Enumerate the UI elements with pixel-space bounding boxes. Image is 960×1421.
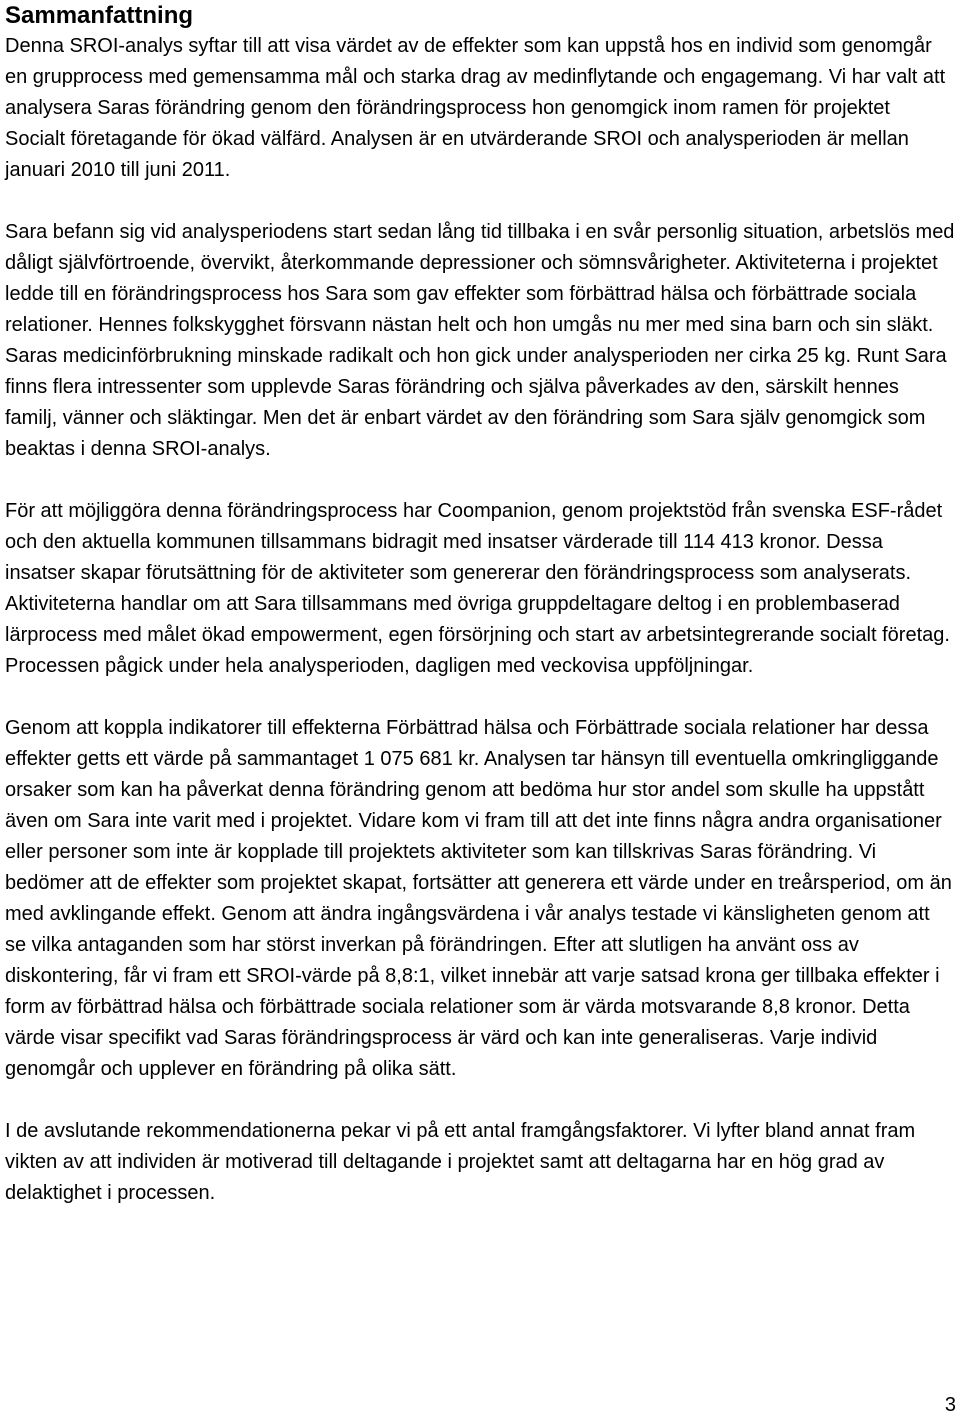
paragraph-4: Genom att koppla indikatorer till effekterna Förbättrad hälsa och Förbättrade sociala relationer har dessa effekter getts ett värde på sammantaget 1 075 681 kr. Analysen tar hänsyn till eventuella omkringliggande orsaker som kan ha påverkat denna förändring genom att bedöma hur stor andel som skulle ha uppstått även om Sara inte varit med i projektet. Vidare kom vi fram till att det inte finns några andra organisationer eller personer som inte är kopplade till projektets aktiviteter som kan tillskrivas Saras förändring. Vi bedömer att de effekter som projektet skapat, fortsätter att generera ett värde under en treårsperiod, om än med avklingande effekt. Genom att ändra ingångsvärdena i vår analys testade vi känsligheten genom att se vilka antaganden som har störst inverkan på förändringen. Efter att slutligen ha använt oss av diskontering, får vi fram ett SROI-värde på 8,8:1, vilket innebär att varje satsad krona ger tillbaka effekter i form av förbättrad hälsa och förbättrade sociala relationer som är värda motsvarande 8,8 kronor. Detta värde visar specifikt vad Saras förändringsprocess är värd och kan inte generaliseras. Varje individ genomgår och upplever en förändring på olika sätt.	[5, 717, 952, 1080]
document-page	[5, 0, 955, 1209]
paragraph-3: För att möjliggöra denna förändringsprocess har Coompanion, genom projektstöd från svenska ESF-rådet och den aktuella kommunen tillsammans bidragit med insatser värderade till 114 413 kronor. Dessa insatser skapar förutsättning för de aktiviteter som genererar den förändringsprocess som analyserats. Aktiviteterna handlar om att Sara tillsammans med övriga gruppdeltagare deltog i en problembaserad lärprocess med målet ökad empowerment, egen försörjning och start av arbetsintegrerande socialt företag. Processen pågick under hela analysperioden, dagligen med veckovisa uppföljningar.	[5, 500, 950, 677]
page-number: 3	[944, 1394, 956, 1416]
paragraph-5: I de avslutande rekommendationerna pekar vi på ett antal framgångsfaktorer. Vi lyfter bland annat fram vikten av att individen är motiverad till deltagande i projektet samt att deltagarna har en hög grad av delaktighet i processen.	[5, 1120, 916, 1204]
section-heading: Sammanfattning	[5, 2, 194, 29]
paragraph-2: Sara befann sig vid analysperiodens start sedan lång tid tillbaka i en svår personlig situation, arbetslös med dåligt självförtroende, övervikt, återkommande depressioner och sömnsvårigheter. Aktiviteterna i projektet ledde till en förändringsprocess hos Sara som gav effekter som förbättrad hälsa och förbättrade sociala relationer. Hennes folkskygghet försvann nästan helt och hon umgås nu mer med sina barn och sin släkt. Saras medicinförbrukning minskade radikalt och hon gick under analysperioden ner cirka 25 kg. Runt Sara finns flera intressenter som upplevde Saras förändring och själva påverkades av den, särskilt hennes familj, vänner och släktingar. Men det är enbart värdet av den förändring som Sara själv genomgick som beaktas i denna SROI-analys.	[5, 221, 955, 460]
paragraph-1: Denna SROI-analys syftar till att visa värdet av de effekter som kan uppstå hos en individ som genomgår en grupprocess med gemensamma mål och starka drag av medinflytande och engagemang. Vi har valt att analysera Saras förändring genom den förändringsprocess hon genomgick inom ramen för projektet Socialt företagande för ökad välfärd. Analysen är en utvärderande SROI och analysperioden är mellan januari 2010 till juni 2011.	[5, 35, 946, 181]
